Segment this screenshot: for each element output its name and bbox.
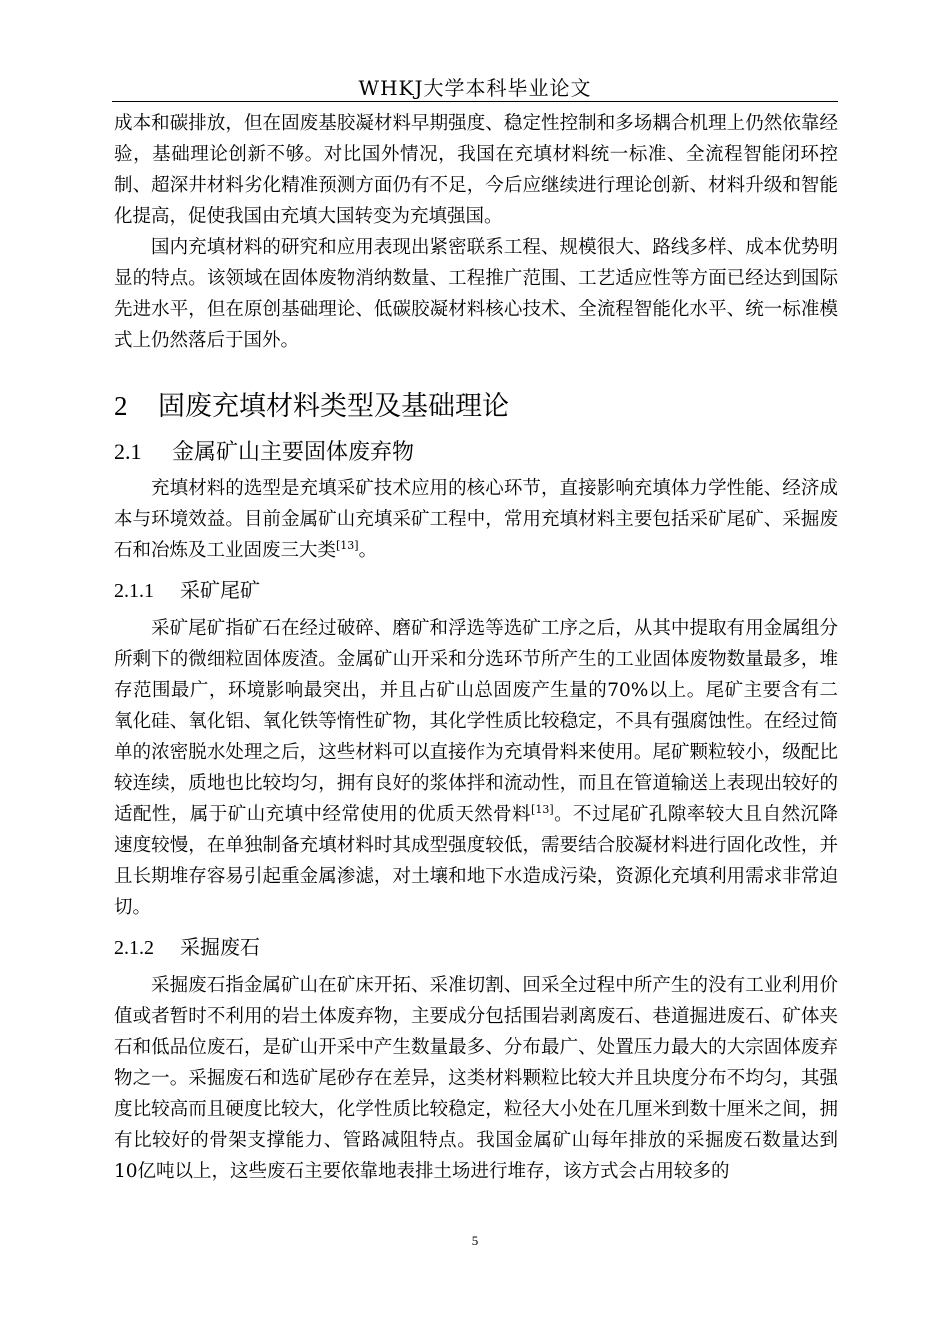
paragraph-text: 。不过尾矿孔隙率较大且自然沉降速度较慢，在单独制备充填材料时其成型强度较低，需要结合胶凝材料进行固化改性，并且长期堆存容易引起重金属渗滤，对土壤和地下水造成污染，资源化充填利用需求非常迫切。 (114, 804, 838, 918)
page-body (114, 108, 838, 1187)
paragraph-end: 。 (358, 540, 378, 561)
subsubsection-heading (114, 574, 838, 607)
body-paragraph (114, 613, 838, 923)
subsection-number: 2.1 (114, 439, 142, 464)
subsection-heading (114, 434, 838, 471)
body-paragraph (114, 473, 838, 566)
body-paragraph: 采掘废石指金属矿山在矿床开拓、采准切割、回采全过程中所产生的没有工业利用价值或者暂时不利用的岩土体废弃物，主要成分包括围岩剥离废石、巷道掘进废石、矿体夹石和低品位废石，是矿山开采中产生数量最多、分布最广、处置压力最大的大宗固体废弃物之一。采掘废石和选矿尾砂存在差异，这类材料颗粒比较大并且块度分布不均匀，其强度比较高而且硬度比较大，化学性质比较稳定，粒径大小处在几厘米到数十厘米之间，拥有比较好的骨架支撑能力、管路减阻特点。我国金属矿山每年排放的采掘废石数量达到10亿吨以上，这些废石主要依靠地表排土场进行堆存，该方式会占用较多的 (114, 975, 838, 1182)
section-heading (114, 386, 838, 432)
subsubsection-number: 2.1.1 (114, 580, 154, 602)
citation-ref: [13] (336, 538, 359, 552)
section-title: 固废充填材料类型及基础理论 (158, 391, 509, 422)
header-rule (112, 101, 838, 102)
subsubsection-number: 2.1.2 (114, 937, 154, 959)
page-number: 5 (471, 1233, 479, 1248)
paragraph-text: 采矿尾矿指矿石在经过破碎、磨矿和浮选等选矿工序之后，从其中提取有用金属组分所剩下的微细粒固体废渣。金属矿山开采和分选环节所产生的工业固体废物数量最多，堆存范围最广，环境影响最突出，并且占矿山总固废产生量的70%以上。尾矿主要含有二氧化硅、氧化铝、氧化铁等惰性矿物，其化学性质比较稳定，不具有强腐蚀性。在经过简单的浓密脱水处理之后，这些材料可以直接作为充填骨料来使用。尾矿颗粒较小，级配比较连续，质地也比较均匀，拥有良好的浆体拌和流动性，而且在管道输送上表现出较好的适配性，属于矿山充填中经常使用的优质天然骨料 (114, 618, 838, 825)
subsubsection-title: 采矿尾矿 (180, 578, 260, 602)
subsubsection-title: 采掘废石 (180, 935, 260, 959)
subsection-title: 金属矿山主要固体废弃物 (172, 440, 415, 465)
body-paragraph: 国内充填材料的研究和应用表现出紧密联系工程、规模很大、路线多样、成本优势明显的特点。该领域在固体废物消纳数量、工程推广范围、工艺适应性等方面已经达到国际先进水平，但在原创基础理论、低碳胶凝材料核心技术、全流程智能化水平、统一标准模式上仍然落后于国外。 (114, 237, 838, 351)
section-number: 2 (114, 391, 128, 421)
running-header: WHKJ大学本科毕业论文 (358, 76, 592, 100)
body-paragraph: 成本和碳排放，但在固废基胶凝材料早期强度、稳定性控制和多场耦合机理上仍然依靠经验，基础理论创新不够。对比国外情况，我国在充填材料统一标准、全流程智能闭环控制、超深井材料劣化精准预测方面仍有不足，今后应继续进行理论创新、材料升级和智能化提高，促使我国由充填大国转变为充填强国。 (114, 113, 838, 227)
paragraph-text: 充填材料的选型是充填采矿技术应用的核心环节，直接影响充填体力学性能、经济成本与环境效益。目前金属矿山充填采矿工程中，常用充填材料主要包括采矿尾矿、采掘废石和冶炼及工业固废三大类 (114, 478, 838, 561)
subsubsection-heading (114, 931, 838, 964)
citation-ref: [13] (531, 802, 554, 816)
